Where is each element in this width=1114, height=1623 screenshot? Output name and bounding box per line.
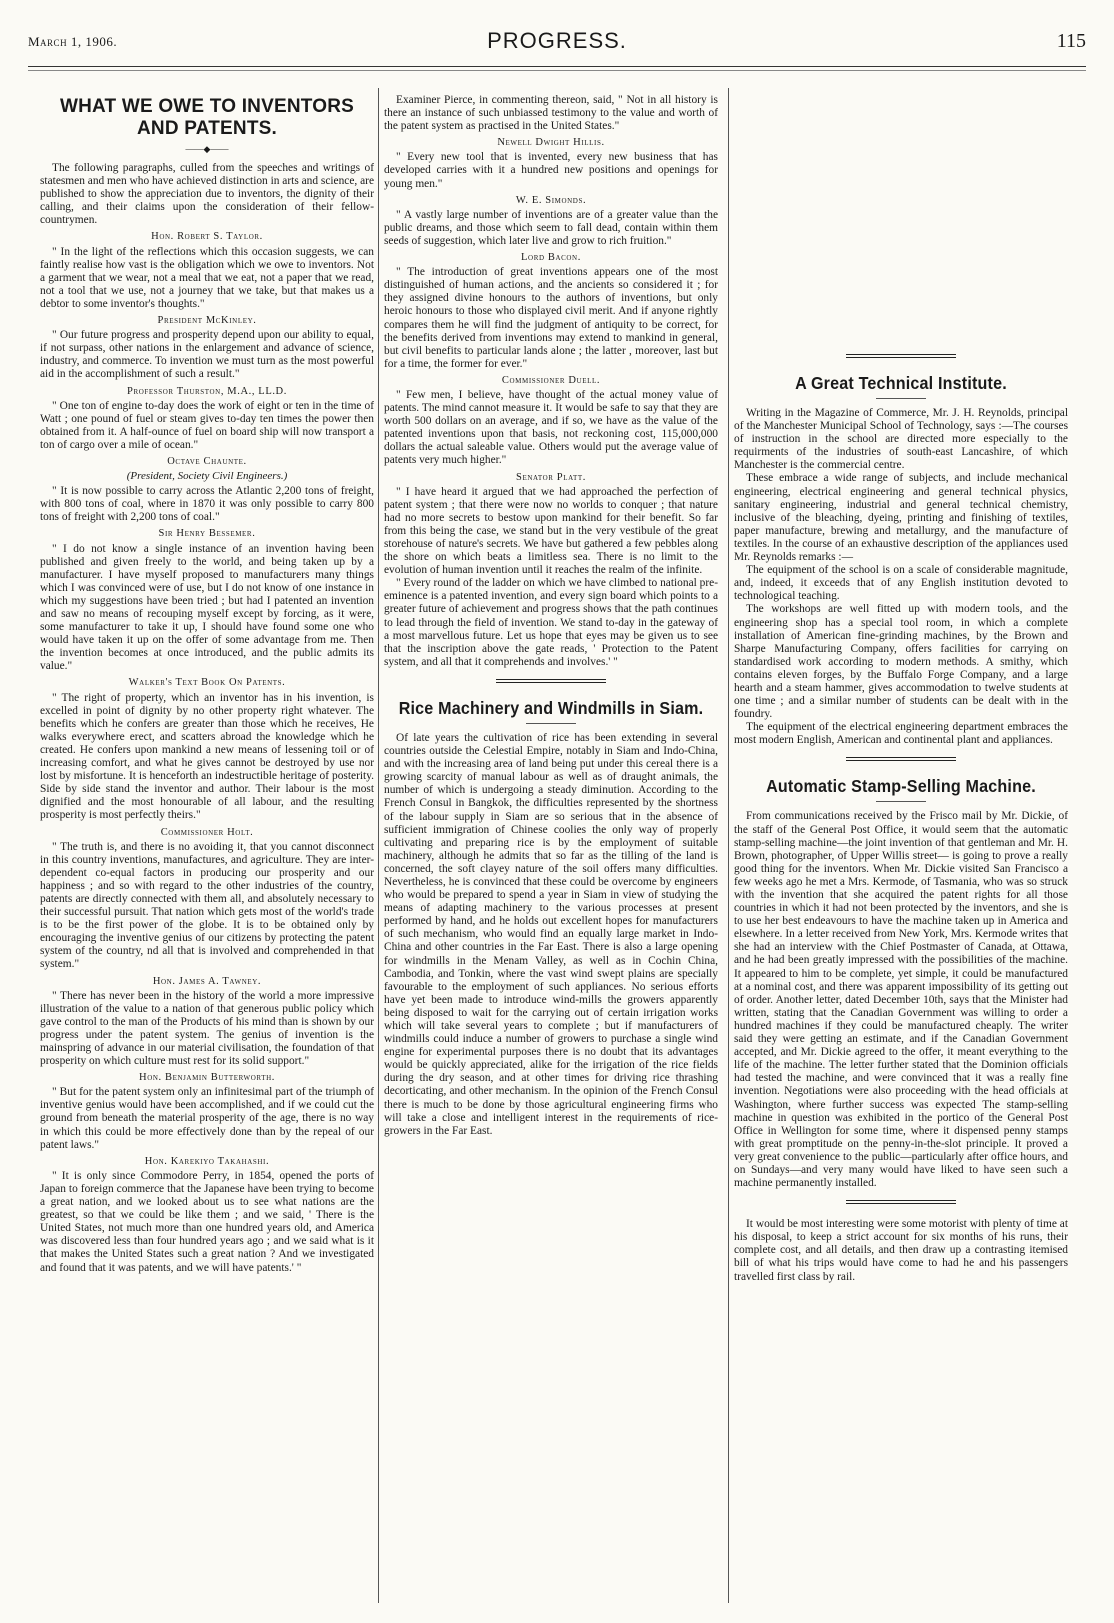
title-ornament [876,398,926,399]
page-number: 115 [1056,30,1086,52]
quote-text: " I have heard it argued that we had approached the perfection of patent system ; that there were now no worlds to conquer ; that nature had no more secrets to bestow upon mankind for their benefit. So far from this being the case, we stand but in the very vestibule of the great storehouse of nature's secrets. We have but gathered a few pebbles along the shore on which beats a limitless sea. There is no limit to the evolution of human invention until it reaches the realm of the infinite. [384,485,718,577]
quote-text: " One ton of engine to-day does the work of eight or ten in the time of Watt ; one pound of fuel or steam gives to-day ten times the power then obtained from it. A half-ounce of fuel on board ship will now transport a ton of cargo over a mile of ocean." [40,399,374,451]
article-title: A Great Technical Institute. [795,373,1007,393]
title-ornament [526,723,576,724]
quote-text: Examiner Pierce, in commenting thereon, said, " Not in all history is there an instance of such unbiassed testimony to the value and worth of the patent system as practised in the United States." [384,94,718,133]
quote-text: " The truth is, and there is no avoiding it, that you cannot disconnect in this country inventions, manufactures, and agriculture. They are inter-dependent co-equal factors in producing our prosperity and our happiness ; and so with regard to the other industries of the country, patents are directly connected with them all, and absolutely necessary to their successful pursuit. That nation which gets most of the world's trade is to be the first power of the globe. It is to be obtained only by encouraging the inventive genius of our citizens by protecting the patent system of the country, nd all that is involved and comprehended in that system." [40,840,374,971]
quote-speaker: Commissioner Holt. [160,826,254,838]
article-title: Rice Machinery and Windmills in Siam. [398,697,704,718]
title-ornament: ——◆—— [185,144,229,154]
article-body: From communications received by the Frisco mail by Mr. Dickie, of the staff of the General Post Office, it would seem that the automatic stamp-selling machine—the joint invention of that gentleman and Mr. H. Brown, photographer, of Upper Willis street— is going to prove a really good thing for the inventors. When Mr. Dickie visited San Francisco a few weeks ago he met a Mrs. Kermode, of Tasmania, who was so struck with the invention that she acquired the patent rights for all those countries in which it had not been protected by the inventors, and she is to use her best endeavours to have the machine taken up in America and elsewhere. In a letter received from New York, Mrs. Kermode writes that she had an interview with the Chief Postmaster of Canada, at Ottawa, and he had been greatly impressed with the possibilities of the machine. It appeared to him to be complete, yet simple, it could be manufactured at a nominal cost, and there was apparent impossibility of its getting out of order. Another letter, dated December 10th, says that the Minister had written, stating that the Canadian Government was willing to order a hundred machines if they could be manufactured cheaply. The writer said they were getting an estimate, and if the Canadian Government accepted, and Mr. Dickie agreed to the offer, it meant everything to the life of the machine. The letter further stated that the Dominion officials had tested the machine, and were convinced that it was a really fine invention. Negotiations were also proceeding with the head officials at Washington, where further success was expected The stamp-selling machine in question was exhibited in the portico of the General Post Office in Wellington for some time, where it dispensed penny stamps with great promptitude on the penny-in-the-slot principle. It proved a very great convenience to the public—particularly after office hours, and on Sundays—and very many would have liked to have seen such a machine permanently installed. [734,810,1068,1190]
quote-text: " The introduction of great inventions appears one of the most distinguished of human actions, and the ancients so considered it ; for they assigned divine honours to the authors of inventions, but only heroic honours to those who displayed civil merit. And if anyone rightly compares them he will find the judgment of antiquity to be correct, for the benefits derived from inventions may extend to mankind in general, but civil benefits to particular lands alone ; the latter , moreover, last but for a time, the former for ever." [384,266,718,370]
quote-text: " The right of property, which an inventor has in his invention, is excelled in point of dignity by no other property right whatever. The benefits which he confers are greater than those which he receives, He walks everywhere erect, and scatters abroad the knowledge which he created. He confers upon mankind a new means of lessening toil or of increasing comfort, and what he gives cannot be destroyed by use nor lost by misfortune. It is henceforth an indestructible heritage of posterity. Side by side stand the inventor and author. Their labour is the most dignified and the most honourable of all labour, and the resulting prosperity is most perfectly theirs." [40,691,374,822]
article-inventors [40,96,374,1275]
quote-text: " Our future progress and prosperity depend upon our ability to equal, if not surpass, other nations in the enlargement and advance of science, industry, and commerce. To invention we must turn as the most powerful aid in the accomplishment of such a result." [40,329,374,381]
quote-speaker: Commissioner Duell. [501,374,601,386]
article-title: WHAT WE OWE TO INVENTORS AND PATENTS. [59,96,355,139]
article-rice-machinery [384,697,718,1138]
quote-text: " A vastly large number of inventions are of a greater value than the public dreams, and those which seem to fall dead, contain within them seeds of suggestion, which later live and grow to rich fruition." [384,208,718,247]
quote-text: " In the light of the reflections which this occasion suggests, we can faintly realise how vast is the obligation which we owe to inventors. Not a garment that we wear, not a meal that we eat, not a paper that we read, not a tool that we use, not a journey that we take, but that makes us a debtor to some inventor's thoughts." [40,245,374,310]
quote-speaker: Senator Platt. [516,471,586,483]
quote-text: " It is now possible to carry across the Atlantic 2,200 tons of freight, with 800 tons of coal, where in 1870 it was only possible to carry 800 tons of freight with 2,200 tons of coal." [40,485,374,524]
article-body: It would be most interesting were some motorist with plenty of time at his disposal, to keep a strict account for six months of his runs, their complete cost, and all details, and then draw up a contrasting itemised bill of what his trips would have come to had he and his passengers travelled first class by rail. [734,1218,1068,1283]
quote-speaker: Lord Bacon. [521,252,581,264]
quote-speaker: Newell Dwight Hillis. [497,137,605,149]
quote-speaker: President McKinley. [157,315,257,327]
quote-speaker: Hon. James A. Tawney. [152,975,262,987]
column-divider [378,88,379,1603]
quote-text: " Every round of the ladder on which we have climbed to national pre-eminence is a patented invention, and every sign board which points to a greater future of achievement and progress shows that the path continues to lead through the field of invention. We stand to-day in the gateway of a most marvellous future. Let us hope that eyes may be given us to see that the inscription above the gate reads, ' Protection to the Patent system, and all that it comprehends and involves.' " [384,577,718,668]
quote-speaker-title: (President, Society Civil Engineers.) [126,470,288,483]
article-paragraph: These embrace a wide range of subjects, and include mechanical engineering, electrical engineering and general technical physics, sanitary engineering, industrial and general technical chemistry, inclusive of the bleaching, dyeing, printing and finishing of textiles, paper manufacture, brewing and metallurgy, and the manufacture of textiles. In the course of an exhaustive description of the appliances used Mr. Reynolds remarks :— [734,472,1068,564]
article-paragraph: Writing in the Magazine of Commerce, Mr. J. H. Reynolds, principal of the Manchester Municipal School of Technology, says :—The courses of instruction in the school are directed more especially to the requirments of the industries of south-east Lancashire, of which Manchester is the commercial centre. [734,407,1068,472]
section-divider [846,354,956,358]
quote-speaker: Hon. Robert S. Taylor. [151,231,263,243]
quote-speaker: Octave Chaunte. [167,455,247,467]
title-ornament [876,801,926,802]
article-technical-institute [734,92,1068,747]
column-middle [384,92,718,1602]
quote-text: " Few men, I believe, have thought of the actual money value of patents. The mind cannot measure it. It would be safe to say that they are worth 500 dollars on an average, and if so, we have as the value of the patented inventions upon that basis, not reckoning cost, 115,000,000 dollars the actual saleable value. Others would put the average value of patents very much higher." [384,388,718,467]
article-body: Of late years the cultivation of rice has been extending in several countries outside the Celestial Empire, notably in Siam and Indo-China, and with the increasing area of land being put under this cereal there is a growing scarcity of manual labour as well as of draught animals, the number of which is undergoing a steady diminution. According to the French Consul in Bangkok, the difficulties represented by the shortness of the labour supply in Siam are so serious that in the absence of sufficient immigration of Chinese coolies the only way of properly cultivating and preparing rice is by the employment of suitable machinery, although he admits that so far as the tilling of the land is concerned, the soft clayey nature of the soil offers many difficulties. Nevertheless, he is convinced that these could be overcome by engineers who would be prepared to spend a year in Siam in view of studying the means of adapting machinery to the various processes at present performed by hand, and he holds out excellent hopes for manufacturers of such mechanism, who would find an equally large market in Indo-China and other countries in the Far East. There is also a large opening for windmills in the Menam Valley, as well as in Cochin China, Cambodia, and Tonkin, where the vast wind swept plains are specially favourable to the employment of such appliances. No serious efforts have yet been made to introduce wind-mills the growers apparently being disposed to wait for the carrying out of certain irrigation works which will take several years to complete ; but if manufacturers of windmills could induce a number of growers to purchase a single wind engine for experimental purposes there is no doubt that its advantages would be quickly appreciated, alike for the irrigation of the rice fields during the dry season, and at other times for driving rice thrashing decorticating, and other mechanism. In the opinion of the French Consul there is much to be done by those agricultural engineering firms who will take a close and intelligent interest in the requirements of rice-growers in the Far East. [384,731,718,1137]
quote-speaker: Hon. Karekiyo Takahashi. [144,1155,270,1167]
section-divider [846,1200,956,1204]
quote-text: " But for the patent system only an infinitesimal part of the triumph of inventive genius would have been accomplished, and if we could cut the ground from beneath the material prosperity of the age, there is no way in which this could be more effectively done than by the repeal of our patent laws." [40,1086,374,1151]
article-paragraph: The equipment of the school is on a scale of considerable magnitude, and, indeed, it exceeds that of any English institution devoted to technological teaching. [734,564,1068,603]
header-rule-thin [28,70,1086,71]
article-stamp-machine [734,775,1068,1190]
quote-speaker: Walker's Text Book On Patents. [128,677,286,689]
header-rule [28,66,1086,67]
article-motorist [734,1218,1068,1283]
article-title: Automatic Stamp-Selling Machine. [766,776,1036,797]
article-intro: The following paragraphs, culled from the speeches and writings of statesmen and men who have achieved distinction in arts and science, are published to show the appreciation due to inventors, the dignity of their calling, and their claims upon the consideration of their fellow-countrymen. [40,162,374,227]
section-divider [496,679,606,683]
page-header [28,24,1086,64]
article-paragraph: The equipment of the electrical engineering department embraces the most modern English, American and continental plant and appliances. [734,721,1068,747]
quote-speaker: Professor Thurston, M.A., LL.D. [127,385,287,397]
issue-date: March 1, 1906. [28,34,118,49]
quote-speaker: Sir Henry Bessemer. [158,528,256,540]
quote-text: " Every new tool that is invented, every new business that has developed carries with it a hundred new positions and openings for young men." [384,151,718,190]
column-left [40,92,374,1602]
rice-article-continuation-space [734,92,1068,354]
article-paragraph: The workshops are well fitted up with modern tools, and the engineering shop has a special tool room, in which a complete installation of American fine-grinding machines, by the Brown and Sharpe Manufacturing Company, offers facilities for carrying on standardised work according to modern methods. A smithy, which contains eleven forges, by the Buffalo Forge Company, and a large hearth and a steam hammer, gives accommodation to twelve students at one time ; and a similar number of students can be dealt with in the foundry. [734,603,1068,721]
quote-speaker: W. E. Simonds. [515,194,587,206]
quote-text: " I do not know a single instance of an invention having been published and given freely to the world, and being taken up by a manufacturer. I have myself proposed to manufacturers many things which I was convinced were of use, but I do not know of one instance in which my suggestions have been tried ; but had I patented an invention and saw no means of recouping myself except by forcing, as it were, some manufacturer to take it up, I should have found some one who would have taken it up on the offer of some advantage from me. Then the invention becomes at once introduced, and the public admits its value." [40,542,374,673]
quote-speaker: Hon. Benjamin Butterworth. [139,1072,275,1084]
quote-text: " There has never been in the history of the world a more impressive illustration of the value to a nation of that generous public policy which gave control to the man of the Products of his mind than is shown by our progress under the patent system. The genius of invention is the mainspring of advance in our material civilisation, the foundation of that prosperity on which culture must rest for its solid support." [40,989,374,1068]
column-divider [728,88,729,1603]
section-divider [846,757,956,761]
column-right [734,92,1068,1602]
quote-text: " It is only since Commodore Perry, in 1854, opened the ports of Japan to foreign commerce that the Japanese have been trying to become a great nation, and we looked about us to see what nations are the greatest, so that we could be like them ; and we said, ' There is the United States, not much more than one hundred years old, and America was discovered less than four hundred years ago ; and we said what is it that makes the United States such a great nation ? And we investigated and found that it was patents, and we will have patents.' " [40,1169,374,1274]
publication-title: PROGRESS. [487,28,627,53]
